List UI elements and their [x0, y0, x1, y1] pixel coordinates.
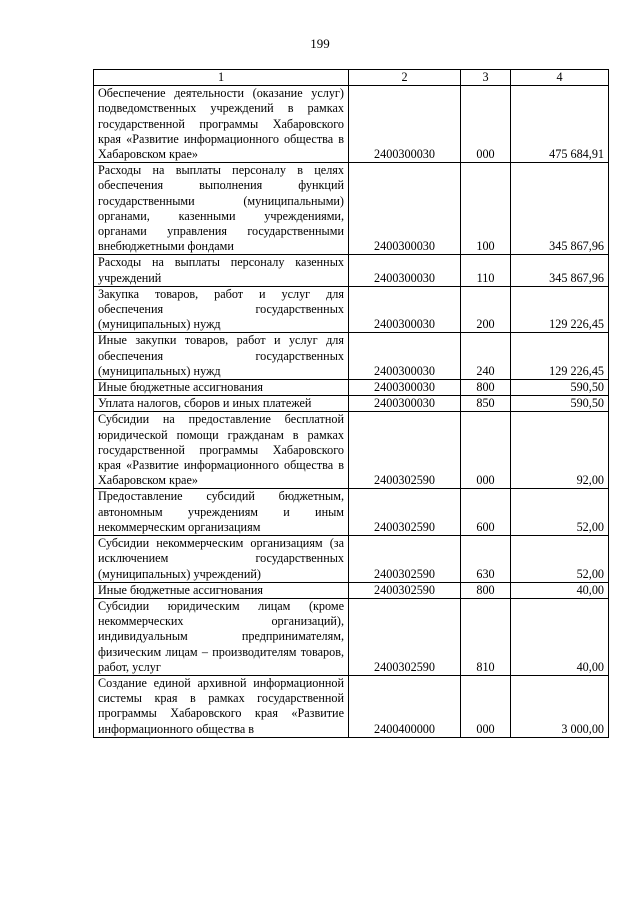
- page-number: 199: [310, 36, 330, 51]
- row-sum-cell: 345 867,96: [511, 163, 609, 255]
- row-vr-cell: 000: [461, 675, 511, 737]
- header-col-1: 1: [94, 70, 349, 86]
- row-vr-cell: 810: [461, 598, 511, 675]
- row-code-cell: 2400300030: [349, 333, 461, 380]
- table-row: [94, 536, 609, 583]
- row-vr-cell: 850: [461, 396, 511, 412]
- row-sum-cell: 475 684,91: [511, 86, 609, 163]
- row-code-cell: 2400400000: [349, 675, 461, 737]
- row-sum-cell: 92,00: [511, 412, 609, 489]
- table-row: [94, 598, 609, 675]
- row-vr-cell: 600: [461, 489, 511, 536]
- row-sum-cell: 52,00: [511, 536, 609, 583]
- row-code-cell: 2400302590: [349, 489, 461, 536]
- row-vr-cell: 000: [461, 86, 511, 163]
- row-sum-cell: 3 000,00: [511, 675, 609, 737]
- table-row: [94, 86, 609, 163]
- row-vr-cell: 240: [461, 333, 511, 380]
- row-name-cell: Иные бюджетные ассигнования: [94, 582, 349, 598]
- budget-table: [93, 69, 609, 738]
- row-name-cell: Уплата налогов, сборов и иных платежей: [94, 396, 349, 412]
- row-vr-cell: 800: [461, 582, 511, 598]
- row-sum-cell: 40,00: [511, 582, 609, 598]
- row-sum-cell: 129 226,45: [511, 333, 609, 380]
- row-sum-cell: 345 867,96: [511, 255, 609, 286]
- row-name-cell: Расходы на выплаты персоналу казенных учреждений: [94, 255, 349, 286]
- table-row: [94, 333, 609, 380]
- table-row: [94, 412, 609, 489]
- row-vr-cell: 800: [461, 380, 511, 396]
- row-name-cell: Обеспечение деятельности (оказание услуг) подведомственных учреждений в рамках государственной программы Хабаровского края «Развитие информационного общества в Хабаровском крае»: [94, 86, 349, 163]
- row-vr-cell: 200: [461, 286, 511, 333]
- row-sum-cell: 129 226,45: [511, 286, 609, 333]
- row-vr-cell: 110: [461, 255, 511, 286]
- row-vr-cell: 100: [461, 163, 511, 255]
- row-sum-cell: 590,50: [511, 396, 609, 412]
- row-name-cell: Субсидии на предоставление бесплатной юридической помощи гражданам в рамках государственной программы Хабаровского края «Развитие информационного общества в Хабаровском крае»: [94, 412, 349, 489]
- table-header-row: [94, 70, 609, 86]
- row-code-cell: 2400302590: [349, 582, 461, 598]
- row-code-cell: 2400300030: [349, 380, 461, 396]
- row-code-cell: 2400302590: [349, 536, 461, 583]
- row-name-cell: Закупка товаров, работ и услуг для обеспечения государственных (муниципальных) нужд: [94, 286, 349, 333]
- table-row: [94, 255, 609, 286]
- row-name-cell: Субсидии некоммерческим организациям (за исключением государственных (муниципальных) учреждений): [94, 536, 349, 583]
- row-vr-cell: 000: [461, 412, 511, 489]
- row-code-cell: 2400302590: [349, 412, 461, 489]
- row-name-cell: Субсидии юридическим лицам (кроме некоммерческих организаций), индивидуальным предпринимателям, физическим лицам – производителям товаров, работ, услуг: [94, 598, 349, 675]
- row-sum-cell: 52,00: [511, 489, 609, 536]
- row-code-cell: 2400300030: [349, 86, 461, 163]
- row-name-cell: Предоставление субсидий бюджетным, автономным учреждениям и иным некоммерческим организациям: [94, 489, 349, 536]
- row-name-cell: Иные закупки товаров, работ и услуг для обеспечения государственных (муниципальных) нужд: [94, 333, 349, 380]
- row-vr-cell: 630: [461, 536, 511, 583]
- row-name-cell: Расходы на выплаты персоналу в целях обеспечения выполнения функций государственными (муниципальными) органами, казенными учреждениями, органами управления государственными внебюджетными фондами: [94, 163, 349, 255]
- row-code-cell: 2400300030: [349, 286, 461, 333]
- row-sum-cell: 590,50: [511, 380, 609, 396]
- row-code-cell: 2400300030: [349, 396, 461, 412]
- header-col-3: 3: [461, 70, 511, 86]
- row-code-cell: 2400300030: [349, 163, 461, 255]
- header-col-4: 4: [511, 70, 609, 86]
- table-row: [94, 396, 609, 412]
- table-row: [94, 582, 609, 598]
- table-row: [94, 489, 609, 536]
- row-code-cell: 2400300030: [349, 255, 461, 286]
- table-row: [94, 675, 609, 737]
- row-name-cell: Иные бюджетные ассигнования: [94, 380, 349, 396]
- row-code-cell: 2400302590: [349, 598, 461, 675]
- table-row: [94, 163, 609, 255]
- table-row: [94, 380, 609, 396]
- header-col-2: 2: [349, 70, 461, 86]
- row-name-cell: Создание единой архивной информационной системы края в рамках государственной программы Хабаровского края «Развитие информационного общества в: [94, 675, 349, 737]
- row-sum-cell: 40,00: [511, 598, 609, 675]
- table-row: [94, 286, 609, 333]
